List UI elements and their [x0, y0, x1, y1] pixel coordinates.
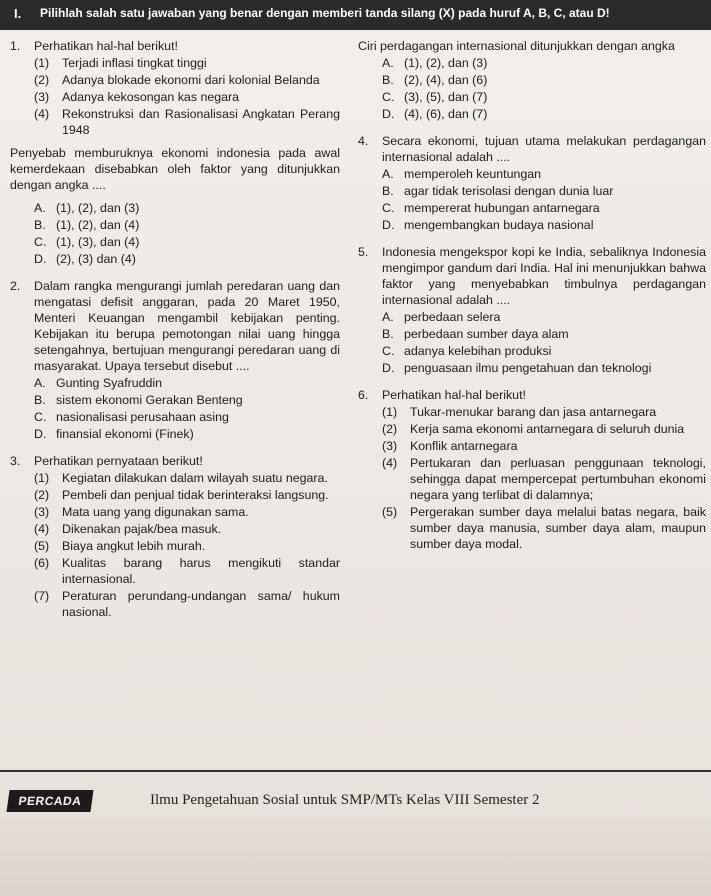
statement-item: (4) Dikenakan pajak/bea masuk.: [34, 522, 222, 536]
answer-option-b[interactable]: B. perbedaan sumber daya alam: [382, 327, 569, 341]
statement-item: (7) Peraturan perundang-undangan sama/ hukum nasional.: [34, 589, 340, 619]
question-3: [10, 453, 340, 620]
question-number: 4.: [358, 134, 369, 148]
question-2: [10, 278, 340, 442]
publisher-logo: PERCADA: [6, 790, 93, 812]
answer-option-b[interactable]: B. (2), (4), dan (6): [382, 73, 488, 87]
question-closing: Ciri perdagangan internasional ditunjukkan dengan angka: [358, 39, 675, 53]
question-number: 3.: [10, 454, 21, 468]
answer-option-a[interactable]: A. (1), (2), dan (3): [34, 201, 140, 215]
section-number: I.: [14, 6, 22, 21]
question-number: 2.: [10, 279, 21, 293]
answer-option-b[interactable]: B. (1), (2), dan (4): [34, 218, 140, 232]
statement-item: (2) Kerja sama ekonomi antarnegara di seluruh dunia: [382, 422, 685, 436]
answer-option-d[interactable]: D. penguasaan ilmu pengetahuan dan teknologi: [382, 361, 652, 375]
question-stem: Secara ekonomi, tujuan utama melakukan perdagangan internasional adalah ....: [382, 134, 706, 164]
question-stem: Perhatikan hal-hal berikut!: [382, 388, 526, 402]
statement-item: (5) Pergerakan sumber daya melalui batas negara, baik sumber daya manusia, sumber daya alam, maupun sumber daya modal.: [382, 505, 706, 551]
answer-option-a[interactable]: A. Gunting Syafruddin: [34, 376, 163, 390]
answer-option-c[interactable]: C. (1), (3), dan (4): [34, 235, 140, 249]
answer-option-b[interactable]: B. agar tidak terisolasi dengan dunia luar: [382, 184, 614, 198]
answer-option-c[interactable]: C. nasionalisasi perusahaan asing: [34, 410, 229, 424]
statement-item: (6) Kualitas barang harus mengikuti standar internasional.: [34, 556, 340, 586]
statement-item: (2) Pembeli dan penjual tidak berinteraksi langsung.: [34, 488, 329, 502]
answer-option-c[interactable]: C. mempererat hubungan antarnegara: [382, 201, 600, 215]
answer-option-b[interactable]: B. sistem ekonomi Gerakan Benteng: [34, 393, 243, 407]
answer-option-d[interactable]: D. (4), (6), dan (7): [382, 107, 488, 121]
statement-item: (3) Konflik antarnegara: [382, 439, 518, 453]
statement-item: (2) Adanya blokade ekonomi dari kolonial Belanda: [34, 73, 320, 87]
instruction-text: Pilihlah salah satu jawaban yang benar dengan memberi tanda silang (X) pada huruf A, B, C, atau D!: [40, 6, 610, 20]
right-column: [358, 38, 706, 553]
question-4: [358, 133, 706, 233]
question-1: [10, 38, 340, 267]
book-title-footer: Ilmu Pengetahuan Sosial untuk SMP/MTs Kelas VIII Semester 2: [150, 792, 540, 808]
question-closing: Penyebab memburuknya ekonomi indonesia pada awal kemerdekaan disebabkan oleh faktor yang ditunjukkan dengan angka ....: [10, 146, 340, 192]
question-stem: Perhatikan hal-hal berikut!: [34, 39, 178, 53]
question-stem: Indonesia mengekspor kopi ke India, sebaliknya Indonesia mengimpor gandum dari India. Hal ini menunjukkan bahwa faktor yang menyebabkan timbulnya perdagangan internasional adalah ....: [382, 245, 706, 307]
statement-item: (3) Mata uang yang digunakan sama.: [34, 505, 249, 519]
question-3-continued: [358, 38, 706, 122]
answer-option-d[interactable]: D. mengembangkan budaya nasional: [382, 218, 594, 232]
question-6: [358, 387, 706, 552]
page-edge-shadow: [0, 820, 711, 896]
statement-item: (4) Pertukaran dan perluasan penggunaan teknologi, sehingga dapat mempercepat pertumbuhan ekonomi negara yang terlibat di dalamnya;: [382, 456, 706, 502]
statement-item: (1) Kegiatan dilakukan dalam wilayah suatu negara.: [34, 471, 328, 485]
statement-item: (5) Biaya angkut lebih murah.: [34, 539, 206, 553]
statement-item: (4) Rekonstruksi dan Rasionalisasi Angkatan Perang 1948: [34, 107, 340, 137]
left-column: [10, 38, 340, 621]
answer-option-c[interactable]: C. (3), (5), dan (7): [382, 90, 488, 104]
answer-option-a[interactable]: A. memperoleh keuntungan: [382, 167, 542, 181]
statement-item: (1) Terjadi inflasi tingkat tinggi: [34, 56, 207, 70]
answer-option-d[interactable]: D. finansial ekonomi (Finek): [34, 427, 194, 441]
question-number: 6.: [358, 388, 369, 402]
question-number: 1.: [10, 39, 21, 53]
instruction-banner: [0, 0, 711, 30]
statement-item: (1) Tukar-menukar barang dan jasa antarnegara: [382, 405, 657, 419]
question-number: 5.: [358, 245, 369, 259]
answer-option-a[interactable]: A. perbedaan selera: [382, 310, 501, 324]
question-stem: Perhatikan pernyataan berikut!: [34, 454, 203, 468]
answer-option-a[interactable]: A. (1), (2), dan (3): [382, 56, 488, 70]
answer-option-d[interactable]: D. (2), (3) dan (4): [34, 252, 136, 266]
question-5: [358, 244, 706, 376]
statement-item: (3) Adanya kekosongan kas negara: [34, 90, 240, 104]
answer-option-c[interactable]: C. adanya kelebihan produksi: [382, 344, 552, 358]
footer-divider: [0, 770, 711, 772]
question-stem: Dalam rangka mengurangi jumlah peredaran uang dan mengatasi defisit anggaran, pada 20 Maret 1950, Menteri Keuangan mengambil kebijakan penting. Kebijakan itu berupa pemotongan nilai uang hingga setengahnya, bertujuan mengurangi peredaran uang di masyarakat. Upaya tersebut disebut ....: [34, 279, 340, 373]
